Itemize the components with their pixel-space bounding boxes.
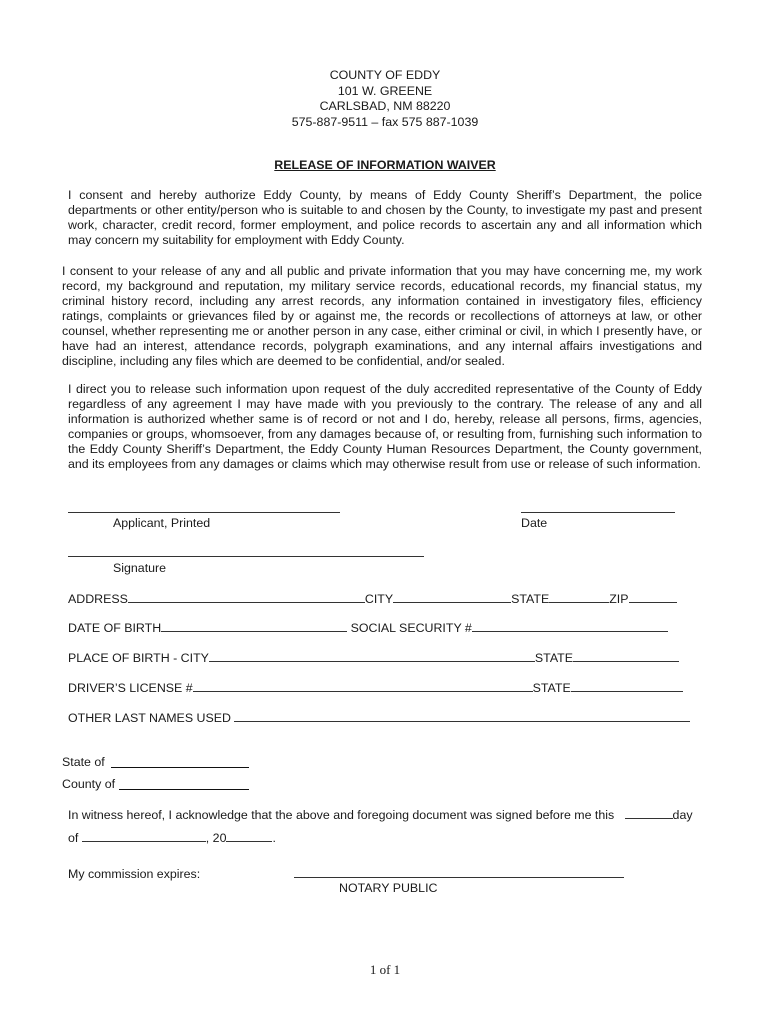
witness-row [68,807,693,823]
county-of-label: County of [62,777,116,791]
place-of-birth-row [68,650,679,666]
witness-text: In witness hereof, I acknowledge that the above and foregoing document was signed before me this [68,808,615,822]
header-city-state: CARLSBAD, NM 88220 [319,99,451,113]
county-header [0,68,770,130]
zip-label: ZIP [609,592,629,606]
commission-expires-label: My commission expires: [68,867,201,881]
signature-line[interactable] [68,556,424,557]
applicant-printed-label: Applicant, Printed [113,516,211,530]
consent-paragraph-1: I consent and hereby authorize Eddy County, by means of Eddy County Sheriff’s Department, the police departments or other entity/person who is suitable to and chosen by the County, to investigate my past and present work, character, credit record, former employment, and police records to ascertain any and all information which may concern my suitability for employment with Eddy County. [68,188,702,247]
county-of-field[interactable] [119,789,249,790]
pob-state-field[interactable] [573,650,679,662]
license-field[interactable] [193,680,533,692]
applicant-printed-line[interactable] [68,512,340,513]
header-street: 101 W. GREENE [337,83,433,98]
witness-month-field[interactable] [82,830,206,842]
witness-day-field[interactable] [625,807,673,819]
zip-field[interactable] [629,591,677,603]
city-field[interactable] [393,591,511,603]
header-phone-fax: 575-887-9511 – fax 575 887-1039 [291,114,479,129]
license-state-label: STATE [532,681,571,695]
other-names-row [68,710,690,726]
other-names-label: OTHER LAST NAMES USED [68,711,231,725]
address-label: ADDRESS [68,592,128,606]
day-label: day [672,808,693,822]
state-of-field[interactable] [111,767,249,768]
page-number: 1 of 1 [369,962,401,977]
date-label: Date [521,516,548,530]
state-label: STATE [511,592,550,606]
period: . [272,831,276,845]
consent-paragraph-2: I consent to your release of any and all public and private information that you may have concerning me, my work record, my background and reputation, my military service records, educational records, my financial status, my criminal history record, including any arrest records, any information contained in investigatory files, efficiency ratings, complaints or grievances filed by or against me, the records or recollections of attorneys at law, or other counsel, whether representing me or another person in any case, either criminal or civil, in which I presently have, or have had an interest, attendance records, polygraph examinations, and any internal affairs investigations and discipline, including any files which are deemed to be confidential, and/or sealed. [62,264,702,368]
document-title: RELEASE OF INFORMATION WAIVER [274,158,496,172]
dob-label: DATE OF BIRTH [68,621,162,635]
ssn-field[interactable] [472,620,668,632]
header-county-name: COUNTY OF EDDY [329,68,441,82]
ssn-label: SOCIAL SECURITY # [350,621,472,635]
release-paragraph: I direct you to release such information upon request of the duly accredited representative of the County of Eddy regardless of any agreement I may have made with you previously to the contrary. The release of any and all information is authorized whether same is of record or not and I do, hereby, release all persons, firms, agencies, companies or groups, whomsoever, from any damages because of, or resulting from, furnishing such information to the Eddy County Sheriff’s Department, the Eddy County Human Resources Department, the County government, and its employees from any damages or claims which may otherwise result from use or release of such information. [68,382,702,471]
dob-ssn-row [68,620,668,636]
address-field[interactable] [128,591,365,603]
year-prefix: , 20 [205,831,227,845]
of-label: of [68,831,79,845]
signature-label: Signature [113,561,167,575]
pob-city-label: PLACE OF BIRTH - CITY [68,651,209,665]
other-names-field[interactable] [234,710,690,722]
dob-field[interactable] [161,620,347,632]
notary-signature-line[interactable] [294,877,624,878]
pob-state-label: STATE [534,651,574,665]
notary-public-label: NOTARY PUBLIC [339,881,438,895]
drivers-license-row [68,680,683,696]
state-field[interactable] [549,591,609,603]
city-label: CITY [364,592,394,606]
license-state-field[interactable] [571,680,683,692]
date-line[interactable] [521,512,675,513]
witness-year-field[interactable] [226,830,272,842]
address-row [68,591,677,607]
pob-city-field[interactable] [209,650,535,662]
witness-date-row [68,830,276,846]
state-of-label: State of [62,755,105,769]
license-label: DRIVER’S LICENSE # [68,681,193,695]
